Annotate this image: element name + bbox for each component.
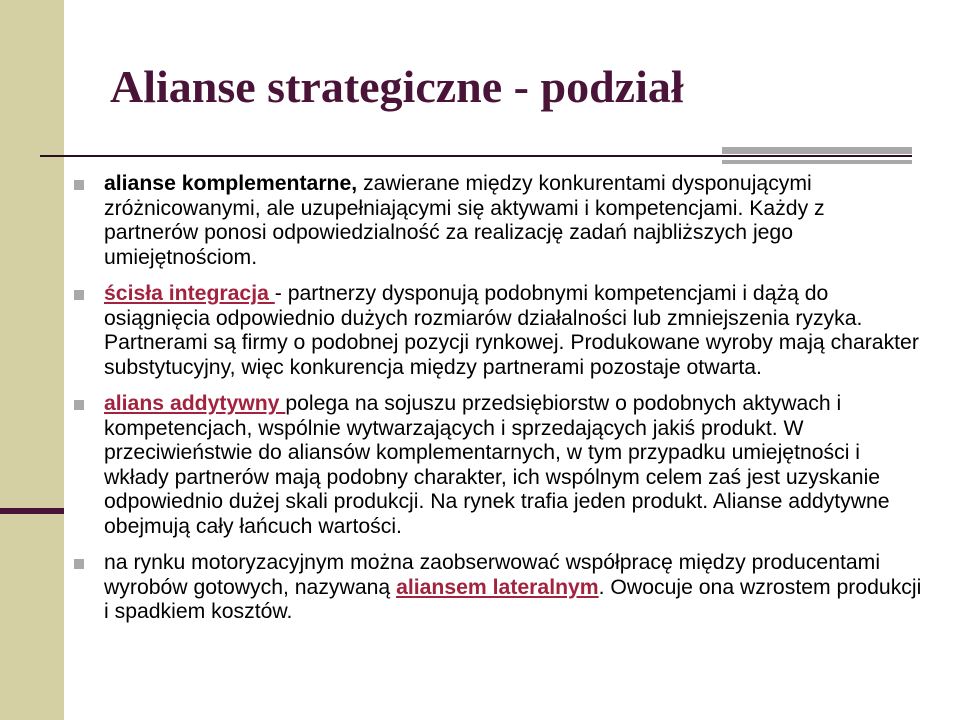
bullet-text: - partnerzy dysponują podobnymi kompetencjami i dążą do osiągnięcia odpowiednio dużych rozmiarów działalności lub zmniejszenia ryzyka. Partnerami są firmy o podobnej pozycji rynkowej. Produkowane wyroby mają charakter substytucyjny, więc konkurencja między partnerami pozostaje otwarta. (104, 282, 919, 379)
bullet-item-additive-alliance (74, 392, 924, 539)
square-bullet-icon (74, 400, 84, 410)
bullet-text: polega na sojuszu przedsiębiorstw o podobnych aktywach i kompetencjach, wspólnie wytwarzających i sprzedających jakiś produkt. W przeciwieństwie do aliansów komplementarnych, w tym przypadku umiejętności i wkłady partnerów mają podobny charakter, ich wspólnym celem zaś jest uzyskanie odpowiednio dużej skali produkcji. Na rynek trafia jeden produkt. Alianse addytywne obejmują cały łańcuch wartości. (104, 392, 890, 538)
link-lateral-alliance[interactable]: aliansem lateralnym (396, 575, 599, 599)
bullet-text: zawierane między konkurentami dysponującymi zróżnicowanymi, ale uzupełniającymi się aktywami i kompetencjami. Każdy z partnerów ponosi odpowiedzialność za realizację zadań najbliższych jego umiejętnościom. (104, 172, 825, 269)
divider-accent-bar-lower (722, 160, 912, 164)
title-divider (40, 155, 912, 157)
side-decoration-band (0, 0, 64, 720)
side-accent-line (0, 508, 64, 514)
link-additive-alliance[interactable]: alians addytywny (104, 392, 286, 415)
square-bullet-icon (74, 290, 84, 300)
link-close-integration[interactable]: ścisła integracja (104, 282, 275, 305)
square-bullet-icon (74, 180, 84, 190)
bullet-text: . Owocuje ona wzrostem produkcji i spadkiem kosztów. (104, 575, 922, 623)
bullet-text-lead: na rynku motoryzacyjnym można zaobserwować współpracę między producentami wyrobów gotowych, nazywaną (104, 551, 881, 599)
term-complementary-alliances: alianse komplementarne, (104, 172, 358, 195)
bullet-item-close-integration (74, 282, 924, 380)
bullet-item-complementary (74, 172, 924, 270)
slide-title: Alianse strategiczne - podział (110, 61, 684, 112)
divider-accent-bar (722, 147, 912, 154)
square-bullet-icon (74, 559, 84, 569)
bullet-list (74, 172, 924, 637)
bullet-item-lateral-alliance (74, 551, 924, 625)
